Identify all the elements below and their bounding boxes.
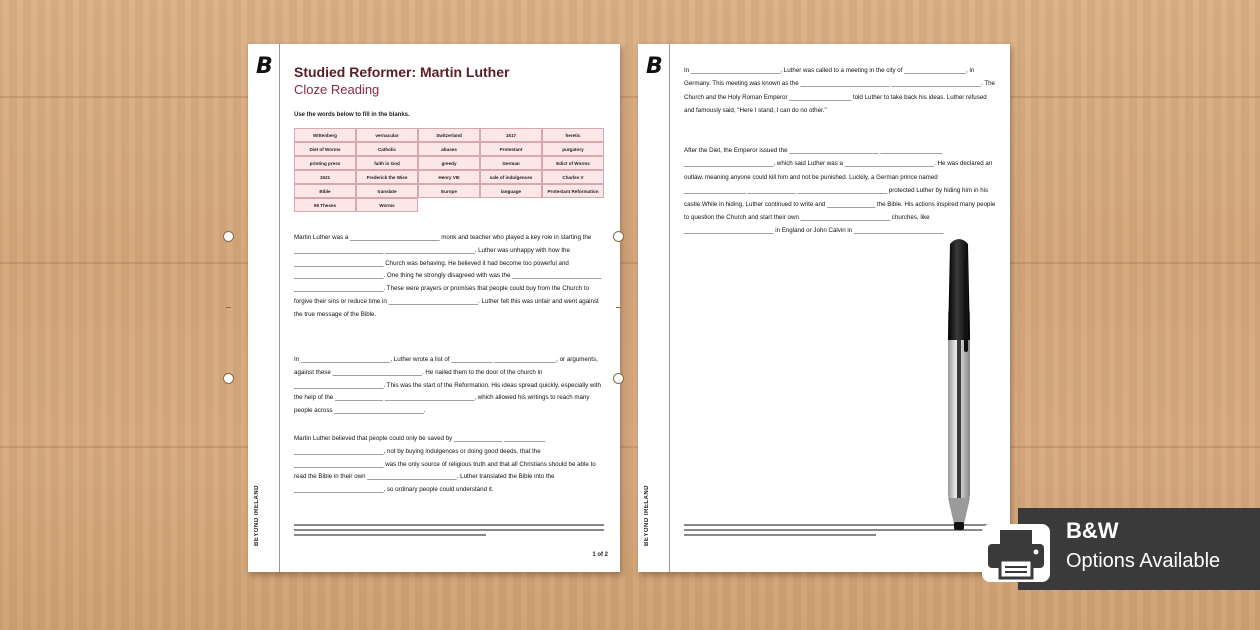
brand-label: BEYOND IRELAND (644, 484, 650, 546)
word-bank-cell: 1517 (480, 128, 542, 142)
page-side-strip (248, 44, 280, 572)
word-bank-cell: Diet of Worms (294, 142, 356, 156)
word-bank-cell: language (480, 184, 542, 198)
word-bank-cell: vernacular (356, 128, 418, 142)
fold-mark (616, 307, 621, 308)
word-bank-cell: 1521 (294, 170, 356, 184)
word-bank-cell: Europe (418, 184, 480, 198)
punch-hole (223, 373, 234, 384)
printer-icon (980, 522, 1052, 584)
word-bank-cell: Wittenberg (294, 128, 356, 142)
word-bank-cell: translate (356, 184, 418, 198)
cloze-paragraph-3: Martin Luther believed that people could only be saved by ______________ ____________ __________________________, not by buying indulgences or doing good deeds, that the __________________________ was the only source of religious truth and that all Christians should be able to read the Bible in their own __________________________. Luther translated the Bible into the __________________________, so ordinary people could understand it. (294, 435, 596, 494)
word-bank-cell: faith in God (356, 156, 418, 170)
page-number: 1 of 2 (592, 552, 608, 558)
word-bank-cell: printing press (294, 156, 356, 170)
page-side-strip (638, 44, 670, 572)
instructions-text: Use the words below to fill in the blanks. (294, 112, 410, 118)
word-bank-cell: Charles V (542, 170, 604, 184)
page-subtitle: Cloze Reading (294, 82, 380, 97)
word-bank-cell: Worms (356, 198, 418, 212)
badge-subtitle: Options Available (1066, 550, 1221, 572)
cloze-paragraph-1: Martin Luther was a __________________________ monk and teacher who played a key role in starting the __________________________ __________________________. Luther was unhappy with how the __________________________ Church was behaving. He believed it had become too powerful and __________________________. One thing he strongly disagreed with was the __________________________ __________________________. These were prayers or promises that people could buy from the Church to forgive their sins or reduce time in __________________________. Luther felt this was unfair and went against the true message of the Bible. (294, 234, 602, 318)
bw-options-badge (1018, 508, 1260, 590)
word-bank-cell: Bible (294, 184, 356, 198)
cloze-paragraph-2: In __________________________, Luther wrote a list of ____________ __________________, or arguments, against these __________________________. He nailed them to the door of the church in __________________________. This was the start of the Reformation. His ideas spread quickly, especially with the help of the ______________ __________________________, which allowed his writings to reach many people across __________________________. (294, 356, 601, 415)
disclaimer-fine-print (294, 524, 604, 538)
word-bank-cell: 95 Theses (294, 198, 356, 212)
wood-plank-seam (0, 262, 1260, 264)
word-bank-cell: sale of indulgences (480, 170, 542, 184)
punch-hole (223, 231, 234, 242)
word-bank-cell: purgatory (542, 142, 604, 156)
punch-hole (613, 373, 624, 384)
fold-mark (226, 307, 231, 308)
cloze-paragraph-4: In __________________________, Luther was called to a meeting in the city of __________________, in Germany. This meeting was known as the __________________________ __________________________. The Church and the Holy Roman Emperor __________________ told Luther to take back his ideas. Luther refused and famously said, "Here I stand, I can do no other." (684, 67, 996, 115)
word-bank-cell: Protestant Reformation (542, 184, 604, 198)
word-bank-cell: heretic (542, 128, 604, 142)
word-bank-cell: greedy (418, 156, 480, 170)
beyond-logo-icon: B (646, 54, 663, 79)
word-bank-cell: German (480, 156, 542, 170)
wood-plank-seam (0, 446, 1260, 448)
beyond-logo-icon: B (256, 54, 273, 79)
word-bank-cell: Switzerland (418, 128, 480, 142)
worksheet-page-1 (248, 44, 620, 572)
brand-label: BEYOND IRELAND (254, 484, 260, 546)
cloze-paragraph-5: After the Diet, the Emperor issued the __________________________ __________________ __________________________, which said Luther was a __________________________. He was declared an outlaw, meaning anyone could kill him and not be punished. Luckily, a German prince named __________________ ______________ __________________________ protected Luther by hiding him in his castle.While in hiding, Luther continued to write and ______________ the Bible. His actions inspired many people to question the Church and start their own __________________________ churches, like __________________________ in England or John Calvin in __________________________ (684, 147, 996, 235)
wood-plank-seam (0, 96, 1260, 98)
word-bank-cell: Protestant (480, 142, 542, 156)
word-bank-cell: Catholic (356, 142, 418, 156)
word-bank-cell: Henry VIII (418, 170, 480, 184)
page-title: Studied Reformer: Martin Luther (294, 64, 510, 80)
word-bank-cell: abuses (418, 142, 480, 156)
badge-title: B&W (1066, 518, 1119, 543)
word-bank-cell: Edict of Worms (542, 156, 604, 170)
word-bank-table (294, 128, 604, 212)
punch-hole (613, 231, 624, 242)
ballpoint-pen-image (934, 236, 990, 536)
word-bank-cell: Frederick the Wise (356, 170, 418, 184)
